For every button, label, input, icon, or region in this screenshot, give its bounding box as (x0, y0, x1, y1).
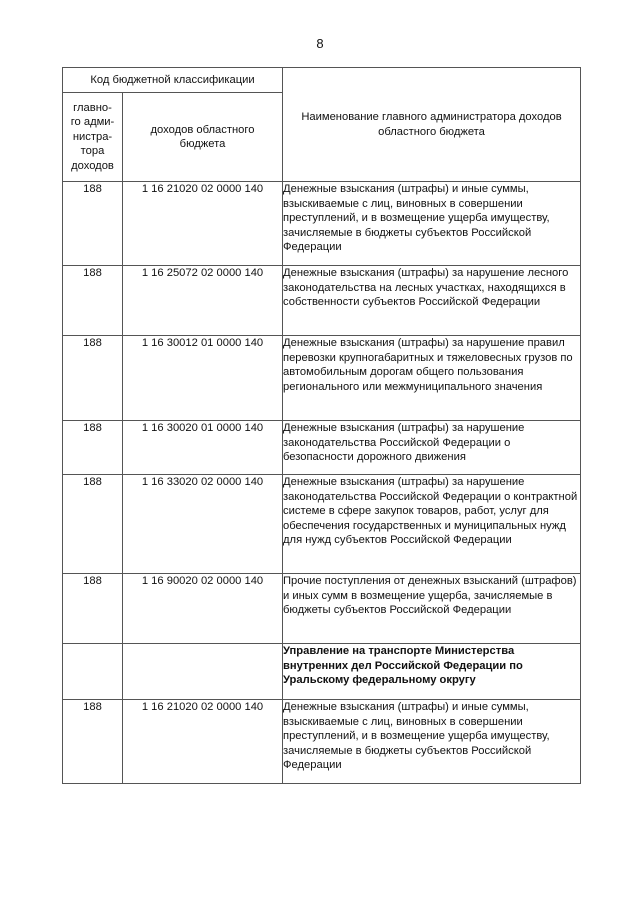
classification-code-cell: 1 16 33020 02 0000 140 (123, 475, 283, 574)
budget-classification-table (62, 67, 581, 784)
classification-code-cell (123, 644, 283, 700)
table-row (63, 266, 581, 336)
table-row (63, 700, 581, 784)
table-row (63, 574, 581, 644)
classification-code-cell: 1 16 21020 02 0000 140 (123, 182, 283, 266)
header-regional-budget-income (123, 93, 283, 182)
admin-code-cell: 188 (63, 336, 123, 421)
revenue-description-cell: Денежные взыскания (штрафы) за нарушение законодательства Российской Федерации о контрактной системе в сфере закупок товаров, работ, услуг для обеспечения государственных и муниципальных нужд для нужд субъектов Российской Федерации (283, 475, 581, 574)
classification-code-cell: 1 16 30012 01 0000 140 (123, 336, 283, 421)
table-row (63, 336, 581, 421)
revenue-description-cell: Прочие поступления от денежных взысканий (штрафов) и иных сумм в возмещение ущерба, зачисляемые в бюджеты субъектов Российской Федерации (283, 574, 581, 644)
table-header (63, 68, 581, 182)
admin-code-cell: 188 (63, 574, 123, 644)
page-number: 8 (316, 36, 324, 51)
classification-code-cell: 1 16 90020 02 0000 140 (123, 574, 283, 644)
table-row (63, 421, 581, 475)
admin-code-cell: 188 (63, 475, 123, 574)
classification-code-cell: 1 16 25072 02 0000 140 (123, 266, 283, 336)
header-row-group (63, 68, 581, 93)
header-chief-administrator (63, 93, 123, 182)
revenue-description-cell: Денежные взыскания (штрафы) и иные суммы, взыскиваемые с лиц, виновных в совершении преступлений, и в возмещение ущерба имуществу, зачисляемые в бюджеты субъектов Российской Федерации (283, 700, 581, 784)
admin-code-cell (63, 644, 123, 700)
administrator-heading-row (63, 644, 581, 700)
admin-code-cell: 188 (63, 700, 123, 784)
administrator-heading-cell: Управление на транспорте Министерства внутренних дел Российской Федерации по Уральскому федеральному округу (283, 644, 581, 700)
revenue-description-cell: Денежные взыскания (штрафы) и иные суммы, взыскиваемые с лиц, виновных в совершении преступлений, и в возмещение ущерба имуществу, зачисляемые в бюджеты субъектов Российской Федерации (283, 182, 581, 266)
table-body (63, 182, 581, 784)
classification-code-cell: 1 16 30020 01 0000 140 (123, 421, 283, 475)
revenue-description-cell: Денежные взыскания (штрафы) за нарушение правил перевозки крупногабаритных и тяжеловесных грузов по автомобильным дорогам общего пользования регионального или межмуниципального значения (283, 336, 581, 421)
admin-code-cell: 188 (63, 182, 123, 266)
header-administrator-name: Наименование главного администратора доходов областного бюджета (283, 68, 581, 182)
header-budget-classification-code: Код бюджетной классификации (63, 68, 283, 93)
table-row (63, 182, 581, 266)
header-regional-budget-income-text: доходов областного бюджета (150, 123, 255, 150)
header-chief-administrator-text: главно-го адми-нистра-тора доходов (70, 101, 115, 172)
classification-code-cell: 1 16 21020 02 0000 140 (123, 700, 283, 784)
admin-code-cell: 188 (63, 421, 123, 475)
table-row (63, 475, 581, 574)
admin-code-cell: 188 (63, 266, 123, 336)
revenue-description-cell: Денежные взыскания (штрафы) за нарушение законодательства Российской Федерации о безопасности дорожного движения (283, 421, 581, 475)
revenue-description-cell: Денежные взыскания (штрафы) за нарушение лесного законодательства на лесных участках, находящихся в собственности субъектов Российской Федерации (283, 266, 581, 336)
